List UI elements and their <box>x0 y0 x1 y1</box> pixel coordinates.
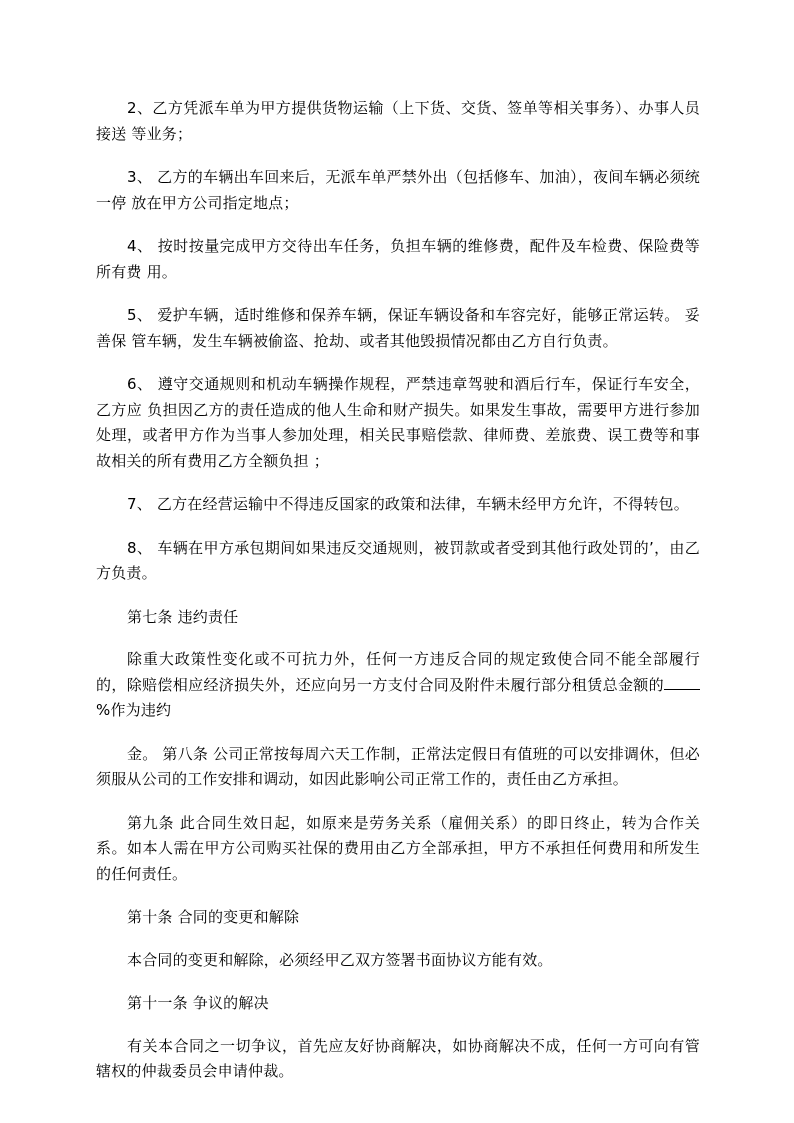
clause-6: 6、 遵守交通规则和机动车辆操作规程，严禁违章驾驶和酒后行车，保证行车安全，乙方应 负担因乙方的责任造成的他人生命和财产损失。如果发生事故，需要甲方进行参加处理，或者甲方作为当事人参加处理，相关民事赔偿款、律师费、差旅费、误工费等和事故相关的所有费用乙方全额负担 ； <box>96 375 700 470</box>
article-7-heading: 第七条 违约责任 <box>127 607 239 626</box>
article-8-paragraph: 金。 第八条 公司正常按每周六天工作制，正常法定假日有值班的可以安排调休，但必须服从公司的工作安排和调动，如因此影响公司正常工作的，责任由乙方承担。 <box>96 744 700 788</box>
article-11-heading: 第十一条 争议的解决 <box>127 994 269 1012</box>
article-10-heading: 第十条 合同的变更和解除 <box>127 908 300 926</box>
article-10-body: 本合同的变更和解除，必须经甲乙双方签署书面协议方能有效。 <box>127 950 553 969</box>
clause-4: 4、 按时按量完成甲方交待出车任务，负担车辆的维修费，配件及车检费、保险费等所有费 用。 <box>96 237 700 281</box>
clause-2: 2、乙方凭派车单为甲方提供货物运输（上下货、交货、签单等相关事务）、办事人员接送 等业务； <box>96 99 700 143</box>
article-11-body: 有关本合同之一切争议，首先应友好协商解决，如协商解决不成，任何一方可向有管辖权的仲裁委员会申请仲裁。 <box>96 1036 700 1080</box>
article-9-paragraph: 第九条 此合同生效日起，如原来是劳务关系（雇佣关系）的即日终止，转为合作关系。如本人需在甲方公司购买社保的费用由乙方全部承担，甲方不承担任何费用和所发生的任何责任。 <box>96 813 700 883</box>
penalty-paragraph <box>96 647 700 724</box>
penalty-text-before: 除重大政策性变化或不可抗力外，任何一方违反合同的规定致使合同不能全部履行的，除赔偿相应经济损失外，还应向另一方支付合同及附件未履行部分租赁总金额的 <box>96 650 700 694</box>
clause-3: 3、 乙方的车辆出车回来后，无派车单严禁外出（包括修车、加油），夜间车辆必须统一停 放在甲方公司指定地点； <box>96 168 700 212</box>
clause-7: 7、 乙方在经营运输中不得违反国家的政策和法律，车辆未经甲方允许，不得转包。 <box>127 495 689 513</box>
penalty-text-after: %作为违约 <box>96 701 172 719</box>
penalty-percent-blank <box>664 675 700 690</box>
clause-5: 5、 爱护车辆，适时维修和保养车辆，保证车辆设备和车容完好，能够正常运转。 妥善保 管车辆，发生车辆被偷盗、抢劫、或者其他毁损情况都由乙方自行负责。 <box>96 306 700 350</box>
clause-8: 8、 车辆在甲方承包期间如果违反交通规则，被罚款或者受到其他行政处罚的’，由乙方负责。 <box>96 538 700 582</box>
